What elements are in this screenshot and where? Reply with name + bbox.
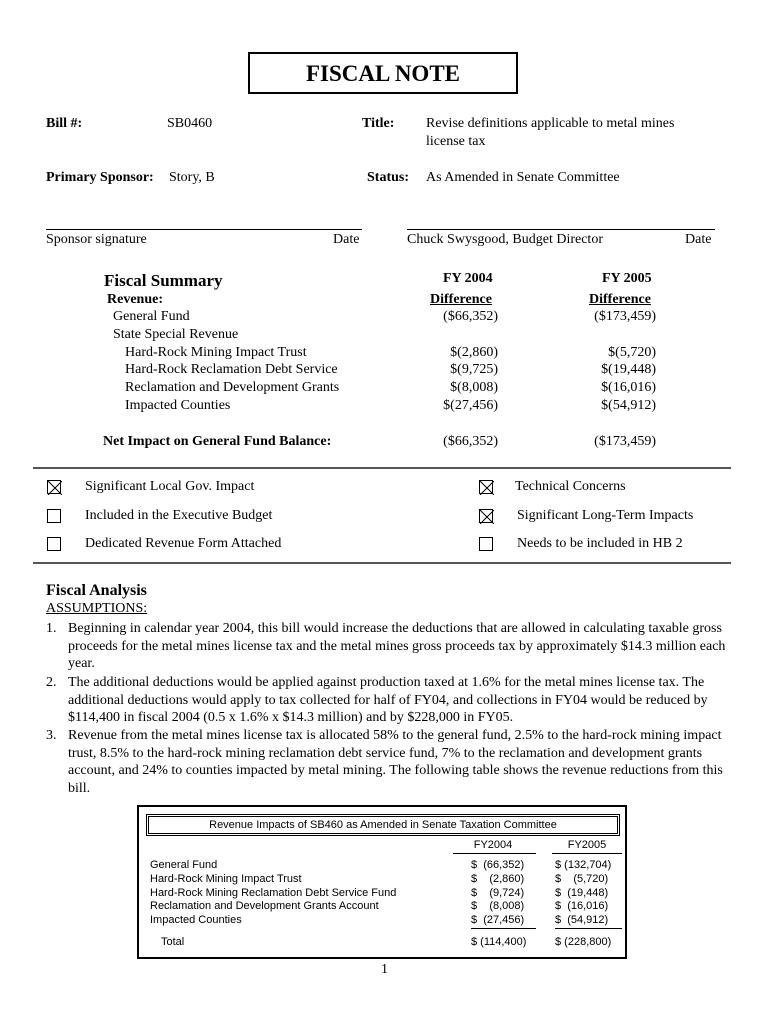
summary-row-fy2005: ($173,459) [594,309,656,324]
assumption-item [46,674,726,727]
local-gov-impact-checkbox[interactable] [47,480,61,494]
long-term-impacts-label: Significant Long-Term Impacts [517,508,694,523]
summary-row-fy2004: $(9,725) [450,362,498,377]
table-row-fy2005: $ (5,720) [555,873,609,885]
summary-row-fy2005: $(54,912) [601,398,656,413]
summary-row-fy2005: $(19,448) [601,362,656,377]
table-row-fy2005: $ (132,704) [555,859,612,871]
table-row-fy2004: $ (27,456) [471,914,525,926]
table-row-label: General Fund [150,859,218,871]
table-total-label: Total [161,936,185,948]
total-underline [471,928,536,929]
primary-sponsor-value: Story, B [169,170,215,185]
technical-concerns-checkbox[interactable] [479,480,493,494]
summary-row-label: Impacted Counties [125,398,231,413]
col-underline [453,853,536,854]
summary-row-fy2004: $(8,008) [450,380,498,395]
fy2004-difference-heading: Difference [430,292,492,307]
director-signature-line [407,229,715,230]
table-total-fy2005: $ (228,800) [555,936,612,948]
assumption-text: Revenue from the metal mines license tax is allocated 58% to the general fund, 2.5% to the hard-rock mining impact trust, 8.5% to the hard-rock mining reclamation debt service fund, 7% to the reclamation and development grants account, and 24% to counties impacted by metal mining. The following table shows the revenue reductions from this bill. [68,728,723,796]
hb2-checkbox[interactable] [479,537,493,551]
hb2-label: Needs to be included in HB 2 [517,536,683,551]
summary-row-label: General Fund [113,309,190,324]
assumption-item [46,620,726,673]
summary-row-fy2004: $(27,456) [443,398,498,413]
assumptions-heading: ASSUMPTIONS: [46,601,148,616]
sponsor-signature-label: Sponsor signature [46,232,147,247]
summary-row-fy2004: $(2,860) [450,345,498,360]
fy2004-heading: FY 2004 [443,271,493,286]
fy2005-difference-heading: Difference [589,292,651,307]
assumption-number: 1. [46,621,57,636]
title-value-line2: license tax [426,134,486,149]
table-row-label: Hard-Rock Mining Reclamation Debt Service Fund [150,887,397,899]
executive-budget-checkbox[interactable] [47,509,61,523]
table-row-label: Reclamation and Development Grants Account [150,900,379,912]
title-value-line1: Revise definitions applicable to metal mines [426,116,675,131]
fiscal-analysis-heading: Fiscal Analysis [46,582,147,599]
local-gov-impact-label: Significant Local Gov. Impact [85,479,255,494]
fy2005-heading: FY 2005 [602,271,652,286]
bill-number-value: SB0460 [167,116,213,131]
total-underline [555,928,622,929]
table-col-fy2005: FY2005 [567,839,607,851]
long-term-impacts-checkbox[interactable] [479,509,493,523]
table-row-fy2004: $ (66,352) [471,859,525,871]
net-impact-fy2004: ($66,352) [443,434,498,449]
table-row-fy2005: $ (54,912) [555,914,609,926]
summary-row-fy2005: $(5,720) [608,345,656,360]
status-label: Status: [367,170,410,185]
dedicated-revenue-checkbox[interactable] [47,537,61,551]
table-total-fy2004: $ (114,400) [471,936,527,948]
budget-director-label: Chuck Swysgood, Budget Director [407,232,603,247]
table-row-label: Impacted Counties [150,914,242,926]
table-row-label: Hard-Rock Mining Impact Trust [150,873,302,885]
bill-number-label: Bill #: [46,116,83,131]
primary-sponsor-label: Primary Sponsor: [46,170,154,185]
section-divider-bottom [33,562,731,564]
page-number: 1 [381,962,388,977]
table-col-fy2004: FY2004 [473,839,513,851]
section-divider-top [33,467,731,469]
assumption-text: Beginning in calendar year 2004, this bill would increase the deductions that are allowed in calculating taxable gross proceeds for the metal mines license tax and the metal mines gross proceeds tax by approximately $14.3 million each year. [68,621,726,671]
net-impact-fy2005: ($173,459) [594,434,656,449]
assumption-number: 3. [46,728,57,743]
fiscal-summary-heading: Fiscal Summary [104,271,223,290]
col-underline [552,853,622,854]
summary-row-label: Hard-Rock Mining Impact Trust [125,345,307,360]
technical-concerns-label: Technical Concerns [515,479,626,494]
director-date-label: Date [685,232,712,247]
revenue-label: Revenue: [107,292,163,307]
net-impact-label: Net Impact on General Fund Balance: [103,434,332,449]
assumption-text: The additional deductions would be applied against production taxed at 1.6% for the metal mines license tax. The additional deductions would apply to tax collected for half of FY04, and collections in FY04 would be reduced by $114,400 in fiscal 2004 (0.5 x 1.6% x $14.3 million) and by $228,000 in FY05. [68,675,708,725]
summary-row-fy2004: ($66,352) [443,309,498,324]
assumption-item [46,727,726,797]
title-label: Title: [362,116,395,131]
summary-row-fy2005: $(16,016) [601,380,656,395]
summary-row-label: State Special Revenue [113,327,239,342]
executive-budget-label: Included in the Executive Budget [85,508,273,523]
table-row-fy2004: $ (2,860) [471,873,525,885]
summary-row-label: Hard-Rock Reclamation Debt Service [125,362,338,377]
status-value: As Amended in Senate Committee [426,170,620,185]
document-title: FISCAL NOTE [248,52,518,94]
sponsor-signature-line [46,229,362,230]
assumption-number: 2. [46,675,57,690]
table-row-fy2005: $ (16,016) [555,900,609,912]
table-row-fy2004: $ (9,724) [471,887,525,899]
table-row-fy2005: $ (19,448) [555,887,609,899]
sponsor-date-label: Date [333,232,360,247]
revenue-impact-table-title: Revenue Impacts of SB460 as Amended in Senate Taxation Committee [146,814,620,836]
summary-row-label: Reclamation and Development Grants [125,380,340,395]
table-row-fy2004: $ (8,008) [471,900,525,912]
dedicated-revenue-label: Dedicated Revenue Form Attached [85,536,282,551]
